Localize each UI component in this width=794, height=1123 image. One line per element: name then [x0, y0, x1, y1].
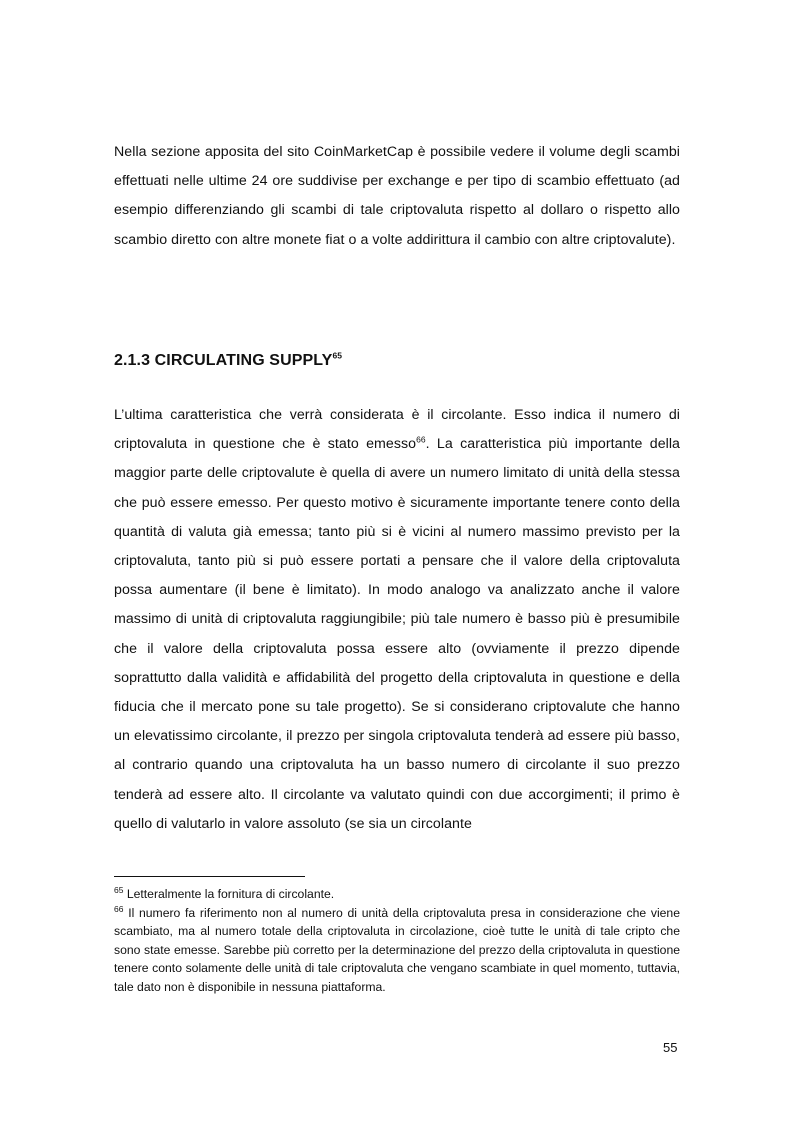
footnote-separator	[114, 876, 305, 877]
page-number: 55	[663, 1040, 678, 1055]
footnote-ref-66[interactable]: 66	[416, 434, 426, 445]
footnote-text: Il numero fa riferimento non al numero di unità della criptovaluta presa in considerazione che viene scambiato, ma al numero totale della criptovaluta in circolazione, cioè tutte le unità di tale cripto che sono state emesse. Sarebbe più corretto per la determinazione del prezzo della criptovaluta in questione tenere conto solamente delle unità di tale criptovaluta che vengano scambiate in quel momento, tuttavia, tale dato non è disponibile in nessuna piattaforma.	[114, 905, 680, 994]
body-paragraph-1: Nella sezione apposita del sito CoinMarketCap è possibile vedere il volume degli scambi effettuati nelle ultime 24 ore suddivise per exchange e per tipo di scambio effettuato (ad esempio differenziando gli scambi di tale criptovaluta rispetto al dollaro o rispetto allo scambio diretto con altre monete fiat o a volte addirittura il cambio con altre criptovalute).	[114, 144, 680, 248]
section-heading	[114, 352, 342, 370]
footnote-65	[114, 885, 680, 904]
footnote-number: 66	[114, 903, 124, 914]
footnote-ref-65[interactable]: 65	[332, 350, 343, 361]
body-paragraph-2	[114, 401, 680, 839]
body-paragraph-2-part-b: . La caratteristica più importante della maggior parte delle criptovalute è quella di avere un numero limitato di unità della stessa che può essere emesso. Per questo motivo è sicuramente importante tenere conto della quantità di valuta già emessa; tanto più si è vicini al numero massimo previsto per la criptovaluta, tanto più si può essere portati a pensare che il valore della criptovaluta possa aumentare (il bene è limitato). In modo analogo va analizzato anche il valore massimo di unità di criptovaluta raggiungibile; più tale numero è basso più è presumibile che il valore della criptovaluta possa essere alto (ovviamente il prezzo dipende soprattutto dalla validità e affidabilità del progetto della criptovaluta in questione e della fiducia che il mercato pone su tale progetto). Se si considerano criptovalute che hanno un elevatissimo circolante, il prezzo per singola criptovaluta tenderà ad essere più basso, al contrario quando una criptovaluta ha un basso numero di circolante il suo prezzo tenderà ad essere alto. Il circolante va valutato quindi con due accorgimenti; il primo è quello di valutarlo in valore assoluto (se sia un circolante	[114, 436, 680, 832]
footnote-66	[114, 904, 680, 997]
footnotes	[114, 885, 680, 996]
footnote-text: Letteralmente la fornitura di circolante.	[123, 887, 335, 901]
section-heading-text: 2.1.3 CIRCULATING SUPPLY	[114, 352, 333, 369]
body-paragraph-2-part-a: L’ultima caratteristica che verrà considerata è il circolante. Esso indica il numero di criptovaluta in questione che è stato emesso	[114, 407, 680, 453]
footnote-number: 65	[114, 884, 124, 895]
